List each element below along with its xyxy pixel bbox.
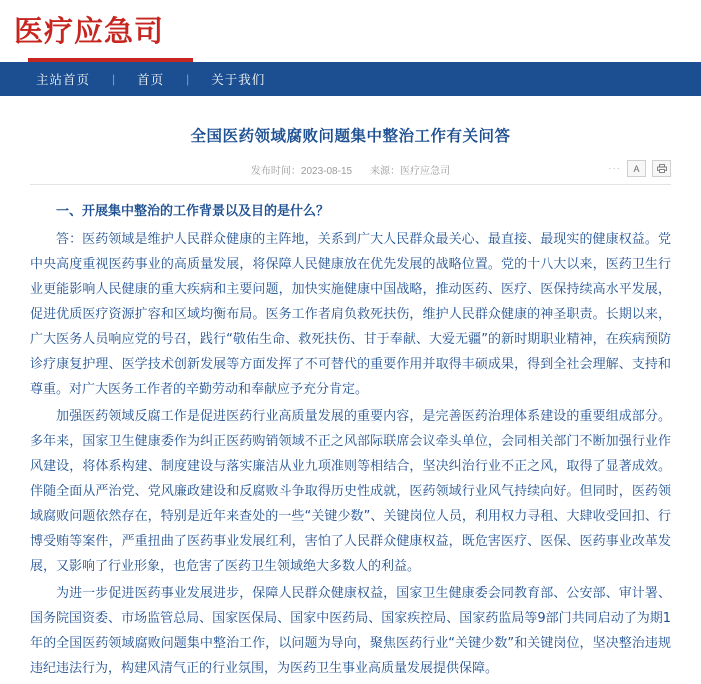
article-container <box>0 124 701 681</box>
article-tools <box>608 160 671 177</box>
font-size-icon[interactable] <box>627 160 646 177</box>
nav-item-about-us[interactable]: 关于我们 <box>211 73 266 87</box>
main-nav <box>0 62 701 96</box>
article-meta <box>30 162 671 185</box>
article-source: 来源：医疗应急司 <box>370 166 451 177</box>
page-title: 全国医药领域腐败问题集中整治工作有关问答 <box>190 128 511 145</box>
publish-date: 发布时间：2023-08-15 <box>250 166 353 177</box>
more-options-icon[interactable]: ··· <box>608 163 621 174</box>
print-icon[interactable] <box>652 160 671 177</box>
question-heading-1: 一、开展集中整治的工作背景以及目的是什么？ <box>56 204 330 219</box>
article-paragraph: 加强医药领域反腐工作是促进医药行业高质量发展的重要内容，是完善医药治理体系建设的重要组成部分。多年来，国家卫生健康委作为纠正医药购销领域不正之风部际联席会议牵头单位，会同相关部门不断加强行业作风建设，将体系构建、制度建设与落实廉洁从业九项准则等相结合，坚决纠治行业不正之风，取得了显著成效。伴随全面从严治党、党风廉政建设和反腐败斗争取得历史性成就，医药领域行业风气持续向好。但同时，医药领域腐败问题依然存在，特别是近年来查处的一些“关键少数”、关键岗位人员，利用权力寻租、大肆收受回扣、行博受贿等案件，严重扭曲了医药事业发展红利，害怕了人民群众健康权益，既危害医疗、医保、医药事业改革发展，又影响了行业形象，也危害了医药卫生领域绝大多数人的利益。 <box>30 409 671 574</box>
nav-item-main-site[interactable]: 主站首页 <box>36 73 91 87</box>
site-header <box>0 0 701 62</box>
nav-separator: | <box>112 72 116 86</box>
article-paragraph: 答：医药领域是维护人民群众健康的主阵地，关系到广大人民群众最关心、最直接、最现实的健康权益。党中央高度重视医药事业的高质量发展，将保障人民健康放在优先发展的战略位置。党的十八大以来，医药卫生行业更能影响人民健康的重大疾病和主要问题，加快实施健康中国战略，推动医药、医疗、医保持续高水平发展，促进优质医疗资源扩容和区域均衡布局。医务工作者肩负救死扶伤，维护人民群众健康的神圣职责。长期以来，广大医务人员响应党的号召，践行“敬佑生命、救死扶伤、甘于奉献、大爱无疆”的新时期职业精神，在疾病预防诊疗康复护理、医学技术创新发展等方面发挥了不可替代的重要作用并取得丰硕成果，得到全社会理解、支持和尊重。对广大医务工作者的辛勤劳动和奉献应予充分肯定。 <box>30 232 671 397</box>
site-logo-text: 医疗应急司 <box>14 13 165 48</box>
article-paragraph: 为进一步促进医药事业发展进步，保障人民群众健康权益，国家卫生健康委会同教育部、公安部、审计署、国务院国资委、市场监管总局、国家医保局、国家中医药局、国家疾控局、国家药监局等9部门共同启动了为期1年的全国医药领域腐败问题集中整治工作，以问题为导向，聚焦医药行业“关键少数”和关键岗位，坚决整治违规违纪违法行为，构建风清气正的行业氛围，为医药卫生事业高质量发展提供保障。 <box>30 586 671 676</box>
nav-separator: | <box>186 72 190 86</box>
site-logo-block <box>14 13 165 48</box>
article-body <box>30 199 671 681</box>
font-size-letter: A <box>633 163 640 174</box>
nav-item-home[interactable]: 首页 <box>137 73 165 87</box>
